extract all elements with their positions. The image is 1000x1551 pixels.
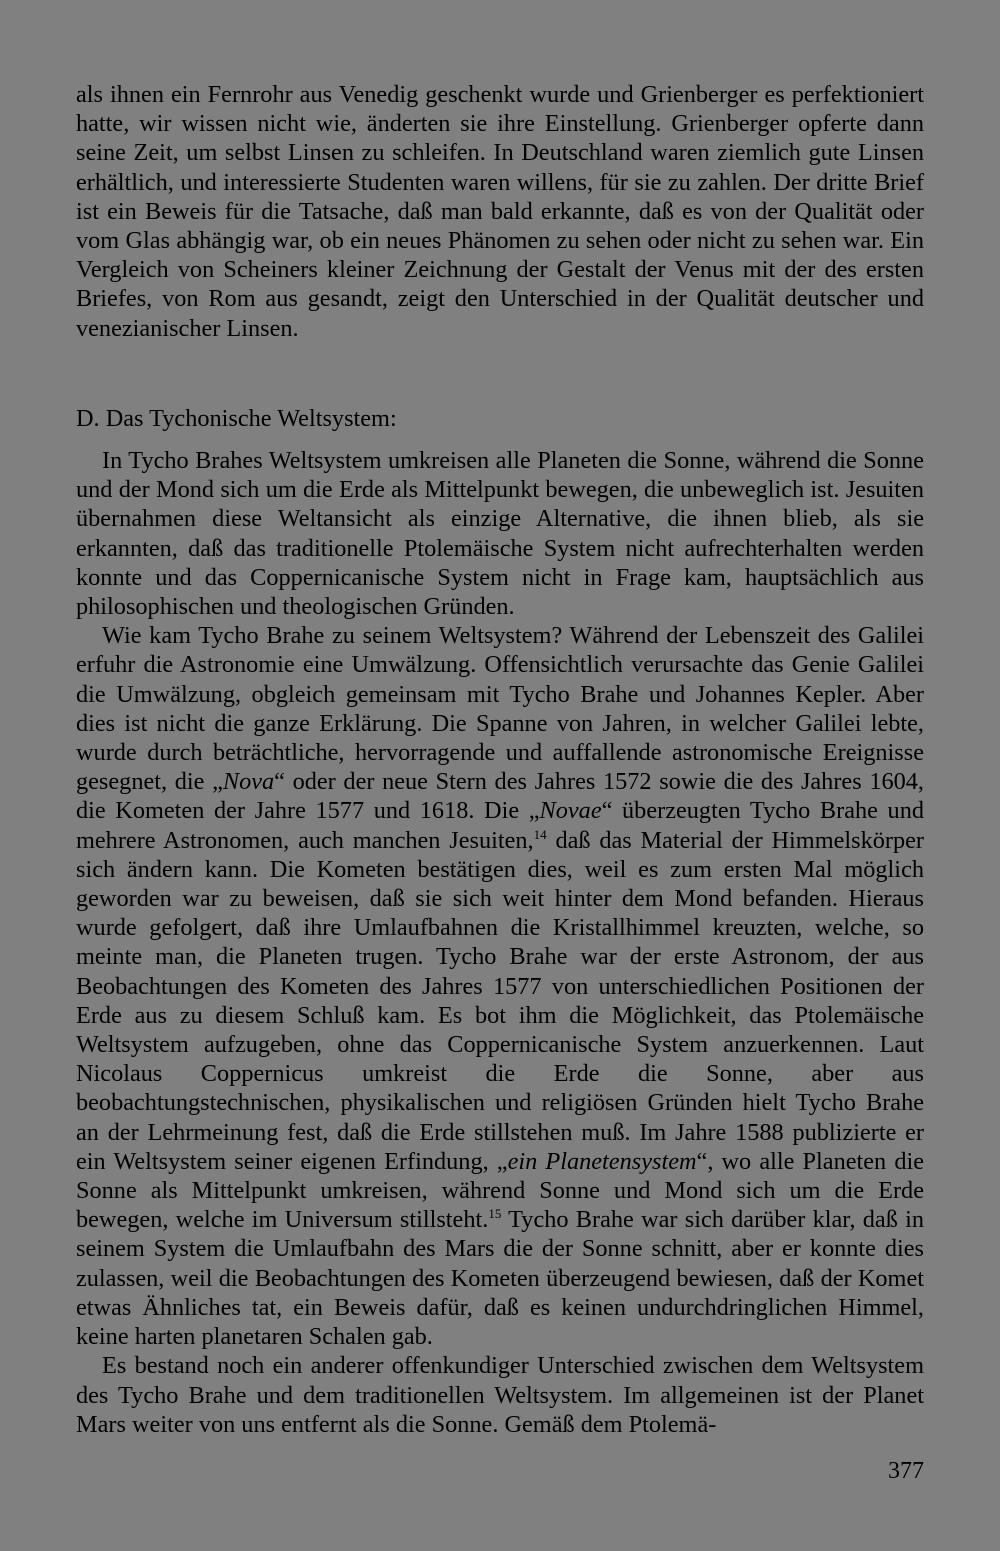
section-heading: D. Das Tychonische Weltsystem: — [76, 405, 397, 432]
page-number: 377 — [888, 1458, 924, 1484]
text-run: daß das Material der Himmelskörper sich ändern kann. Die Kometen bestätigen dies, weil es zum ersten Mal möglich geworden war zu beweisen, daß sie sich weit hinter dem Mond befanden. Hieraus wurde gefolgert, daß ihre Umlaufbahnen die Kristallhimmel kreuzten, welche, so meinte man, die Planeten trugen. Tycho Brahe war der erste Astronom, der aus Beobachtungen des Kometen des Jahres 1577 von unterschiedlichen Positionen der Erde aus zu diesem Schluß kam. Es bot ihm die Möglichkeit, das Ptolemäische Weltsystem aufzugeben, ohne das Coppernicanische System anzuerkennen. Laut Nicolaus Coppernicus umkreist die Erde die Sonne, aber aus beobachtungstechnischen, physikalischen und religiösen Gründen hielt Tycho Brahe an der Lehrmeinung fest, daß die Erde stillstehen muß. Im Jahre 1588 publizierte er ein Weltsystem seiner eigenen Erfindung, „ — [76, 826, 924, 1175]
body-paragraph: In Tycho Brahes Weltsystem umkreisen alle Planeten die Sonne, während die Sonne und der Mond sich um die Erde als Mittelpunkt bewegen, die unbeweglich ist. Jesuiten übernahmen diese Weltansicht als einzige Alternative, die ihnen blieb, als sie erkannten, daß das traditionelle Ptolemäische System nicht aufrechterhalten werden konnte und das Coppernicanische System nicht in Frage kam, hauptsächlich aus philosophischen und theologischen Gründen. — [76, 447, 924, 621]
italic-term: Nova — [222, 768, 275, 796]
text-run: “ überzeugten Tycho Brahe und mehrere Astronomen, auch manchen Jesuiten, — [76, 797, 924, 854]
body-paragraph: Es bestand noch ein anderer offenkundiger Unterschied zwischen dem Weltsystem des Tycho Brahe und dem traditionellen Weltsystem. Im allgemeinen ist der Planet Mars weiter von uns entfernt als die Sonne. Gemäß dem Ptolemä- — [76, 1352, 924, 1438]
continued-paragraph — [76, 80, 924, 343]
body-paragraph — [76, 621, 924, 1351]
text-run: Tycho Brahe war sich darüber klar, daß in seinem System die Umlaufbahn des Mars die der Sonne schnitt, aber er konnte dies zulassen, weil die Beobachtungen des Kometen überzeugend bewiesen, daß der Komet etwas Ähnliches tat, ein Beweis dafür, daß es keinen undurchdringlichen Himmel, keine harten planetaren Schalen gab. — [76, 1206, 925, 1351]
text-run: “ oder der neue Stern des Jahres 1572 sowie die des Jahres 1604, die Kometen der Jahre 1577 und 1618. Die „ — [76, 768, 924, 825]
footnote-marker: 14 — [533, 826, 547, 842]
text-run: “, wo alle Planeten die Sonne als Mittelpunkt umkreisen, während Sonne und Mond sich um die Erde bewegen, welche im Universum stillsteht. — [76, 1147, 925, 1234]
italic-term: ein Planetensystem — [507, 1147, 697, 1175]
italic-term: Novae — [539, 797, 602, 825]
section-tychonic-system — [76, 404, 924, 1439]
body-paragraph: als ihnen ein Fernrohr aus Venedig geschenkt wurde und Grienberger es perfektioniert hatte, wir wissen nicht wie, änderten sie ihre Einstellung. Grienberger opferte dann seine Zeit, um selbst Linsen zu schleifen. In Deutschland waren ziemlich gute Linsen erhältlich, und interessierte Studenten waren willens, für sie zu zahlen. Der dritte Brief ist ein Beweis für die Tatsache, daß man bald erkannte, daß es von der Qualität oder vom Glas abhängig war, ob ein neues Phänomen zu sehen oder nicht zu sehen war. Ein Vergleich von Scheiners kleiner Zeichnung der Gestalt der Venus mit der des ersten Briefes, von Rom aus gesandt, zeigt den Unterschied in der Qualität deutscher und venezianischer Linsen. — [76, 81, 924, 342]
footnote-marker: 15 — [488, 1206, 502, 1222]
text-run: Wie kam Tycho Brahe zu seinem Weltsystem? Während der Lebenszeit des Galilei erfuhr die Astronomie eine Umwälzung. Offensichtlich verursachte das Genie Galilei die Umwälzung, obgleich gemeinsam mit Tycho Brahe und Johannes Kepler. Aber dies ist nicht die ganze Erklärung. Die Spanne von Jahren, in welcher Galilei lebte, wurde durch beträchtliche, hervorragende und auffallende astronomische Ereignisse gesegnet, die „ — [76, 622, 924, 796]
